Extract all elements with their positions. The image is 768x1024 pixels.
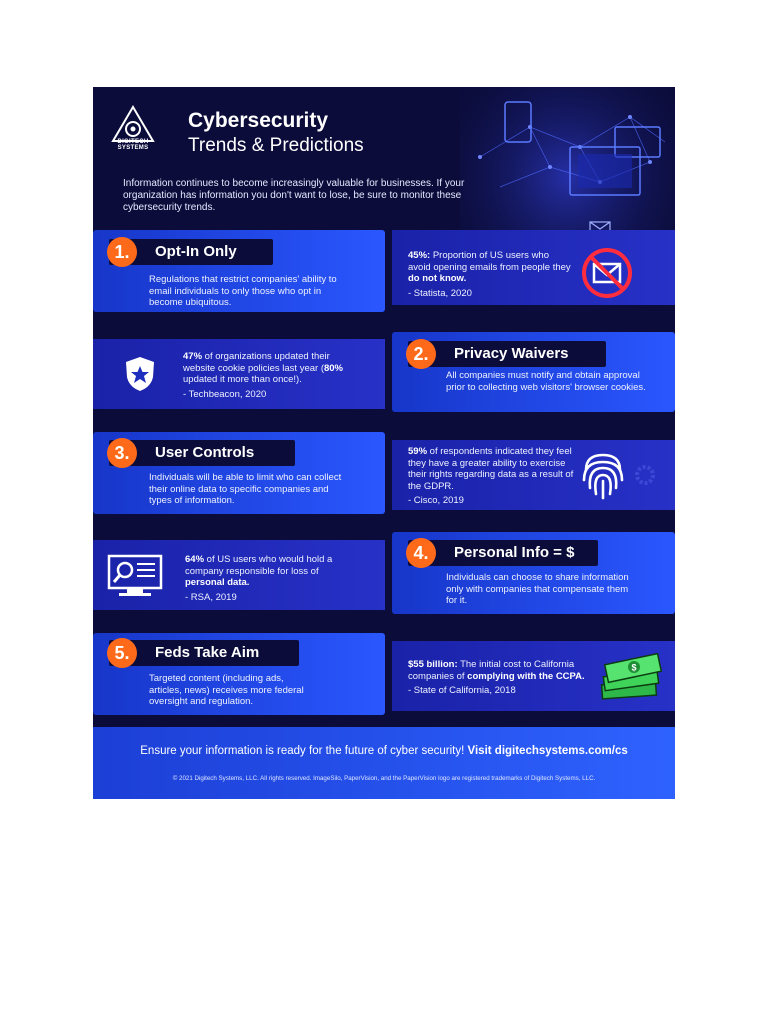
- shield-star-icon: [123, 355, 157, 393]
- stat-text: 47% of organizations updated their website cookie policies last year (80% updated it more than once!). - Techbeacon, 2020: [183, 351, 363, 400]
- cta-link[interactable]: Visit digitechsystems.com/cs: [467, 745, 628, 757]
- trend-title: Feds Take Aim: [155, 644, 260, 661]
- stat-card-4: [93, 540, 385, 610]
- trend-title: User Controls: [155, 444, 255, 461]
- fingerprint-icon: [580, 450, 626, 502]
- trend-card-3: [93, 432, 385, 514]
- page-title: Cybersecurity: [188, 109, 329, 132]
- money-stack-icon: [596, 653, 664, 703]
- trend-text: Individuals can choose to share information only with companies that compensate them for it.: [446, 572, 629, 606]
- logo-text: DIGITECH SYSTEMS: [117, 139, 149, 151]
- trend-number: 2.: [406, 339, 436, 369]
- stat-text: $55 billion: The initial cost to California companies of complying with the CCPA. - State of California, 2018: [408, 659, 593, 697]
- stat-text: 45%: Proportion of US users who avoid opening emails from people they do not know. - Statista, 2020: [408, 250, 573, 299]
- page-subtitle: Trends & Predictions: [188, 135, 364, 156]
- trend-title: Opt-In Only: [155, 243, 237, 260]
- trend-number: 4.: [406, 538, 436, 568]
- stat-card-3: [392, 440, 675, 510]
- footer-banner: [93, 727, 675, 799]
- stat-card-1: [392, 230, 675, 305]
- trend-heading: [109, 239, 273, 265]
- stat-source: - Statista, 2020: [408, 287, 472, 299]
- stat-card-2: [93, 339, 385, 409]
- intro-text: Information continues to become increasingly valuable for businesses. If your organization has information you don't want to lose, be sure to monitor these cybersecurity trends.: [123, 178, 465, 213]
- stat-source: - Cisco, 2019: [408, 495, 464, 506]
- trend-number: 5.: [107, 638, 137, 668]
- trend-heading: [109, 440, 295, 466]
- stat-source: - RSA, 2019: [185, 591, 237, 603]
- stat-text: 64% of US users who would hold a company responsible for loss of personal data. - RSA, 2019: [185, 554, 355, 603]
- trend-heading: [109, 640, 299, 666]
- trend-title: Privacy Waivers: [454, 345, 569, 362]
- stat-text: 59% of respondents indicated they feel they have a greater ability to exercise their rights regarding data as a result of the GDPR. - Cisco, 2019: [408, 446, 578, 507]
- stat-card-5: [392, 641, 675, 711]
- cta-text: Ensure your information is ready for the future of cyber security! Visit digitechsystems.com/cs: [140, 745, 628, 757]
- trend-number: 3.: [107, 438, 137, 468]
- trend-card-2: [392, 332, 675, 412]
- trend-card-1: [93, 230, 385, 312]
- trend-card-4: [392, 532, 675, 614]
- gear-icon: [630, 460, 660, 490]
- trend-text: Regulations that restrict companies' ability to email individuals to only those who opt in become ubiquitous.: [149, 274, 337, 308]
- trend-text: All companies must notify and obtain approval prior to collecting web visitors' browser cookies.: [446, 370, 646, 393]
- infographic-poster: [93, 87, 675, 799]
- computer-lock-icon: [105, 554, 165, 598]
- trend-heading: [408, 341, 606, 367]
- legal-text: © 2021 Digitech Systems, LLC. All rights reserved. ImageSilo, PaperVision, and the PaperVision logo are registered trademarks of Digitech Systems, LLC.: [172, 775, 596, 782]
- no-email-icon: [580, 246, 634, 300]
- stat-source: - State of California, 2018: [408, 685, 516, 696]
- trend-text: Individuals will be able to limit who can collect their online data to specific companies and types of information.: [149, 472, 342, 506]
- trend-number: 1.: [107, 237, 137, 267]
- stat-source: - Techbeacon, 2020: [183, 388, 267, 400]
- trend-title: Personal Info = $: [454, 544, 575, 561]
- trend-card-5: [93, 633, 385, 715]
- svg-text:$: $: [631, 662, 637, 673]
- trend-heading: [408, 540, 598, 566]
- trend-text: Targeted content (including ads, articles, news) receives more federal oversight and regulation.: [149, 673, 304, 707]
